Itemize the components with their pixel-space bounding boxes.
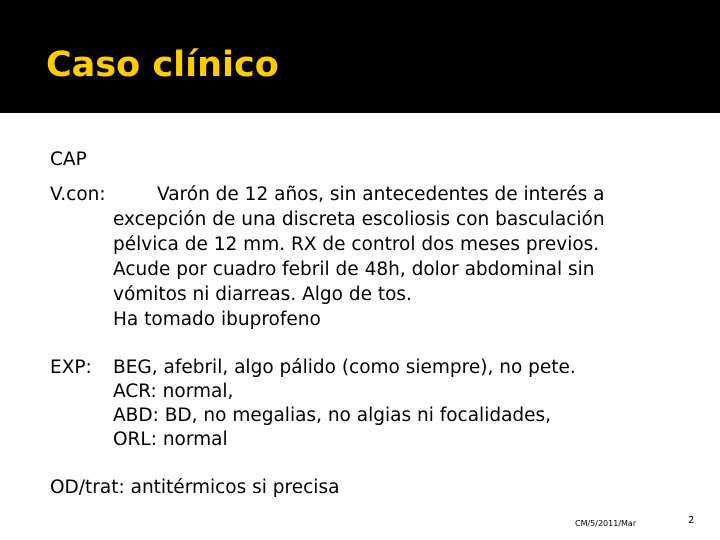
history-line-6: Ha tomado ibuprofeno — [113, 309, 321, 330]
history-line-2: excepción de una discreta escoliosis con basculación — [113, 209, 605, 230]
label-vcon: V.con: — [50, 184, 106, 205]
history-line-5: vómitos ni diarreas. Algo de tos. — [113, 284, 412, 305]
exam-line-3: ABD: BD, no megalias, no algias ni focalidades, — [113, 405, 552, 426]
footer-reference: CM/5/2011/Mar — [575, 519, 637, 528]
treatment-line: OD/trat: antitérmicos si precisa — [50, 477, 340, 498]
exam-line-4: ORL: normal — [113, 429, 228, 450]
history-line-4: Acude por cuadro febril de 48h, dolor abdominal sin — [113, 259, 595, 280]
label-exp: EXP: — [50, 357, 92, 378]
line-cap: CAP — [50, 149, 87, 170]
exam-line-2: ACR: normal, — [113, 381, 234, 402]
history-line-1: Varón de 12 años, sin antecedentes de interés a — [157, 184, 605, 205]
slide-title: Caso clínico — [46, 45, 279, 85]
history-line-3: pélvica de 12 mm. RX de control dos meses previos. — [113, 234, 600, 255]
exam-line-1: BEG, afebril, algo pálido (como siempre), no pete. — [113, 357, 576, 378]
slide-number: 2 — [688, 515, 695, 526]
